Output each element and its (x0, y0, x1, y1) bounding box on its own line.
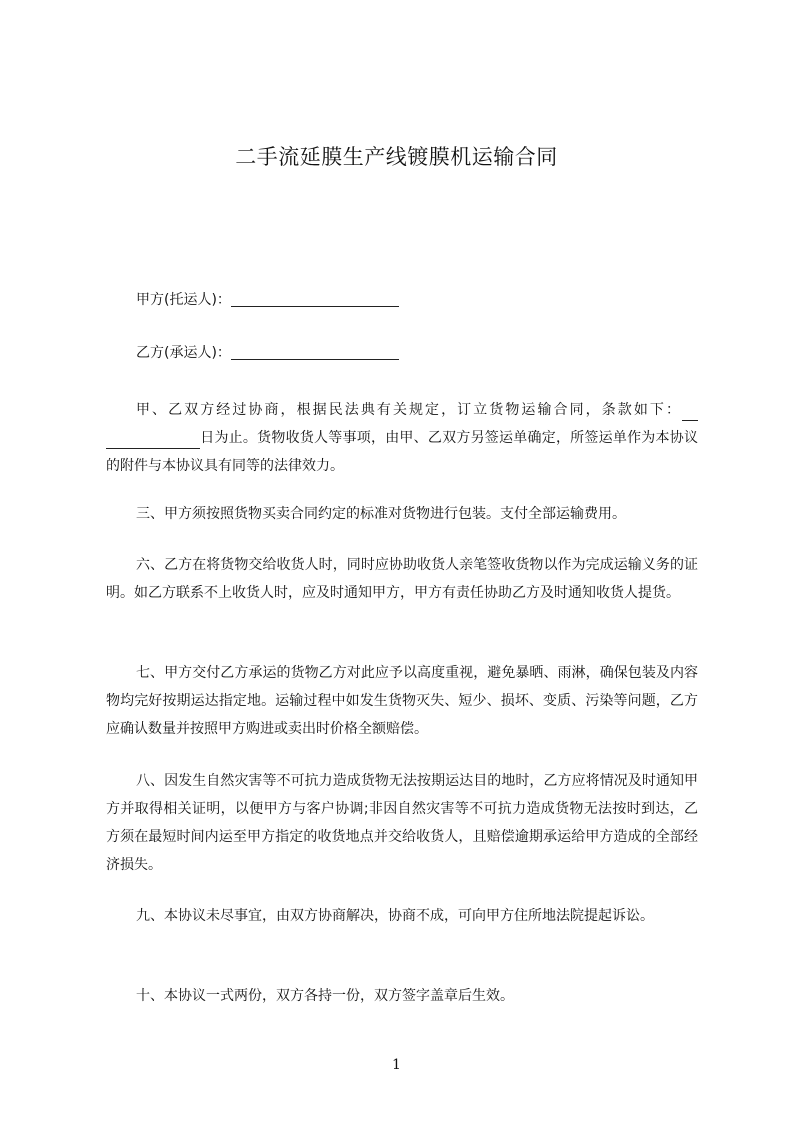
clause-8: 八、因发生自然灾害等不可抗力造成货物无法按期运达目的地时，乙方应将情况及时通知甲方并取得相关证明，以便甲方与客户协调;非因自然灾害等不可抗力造成货物无法按时到达，乙方须在最短时间内运至甲方指定的收货地点并交给收货人，且赔偿逾期承运给甲方造成的全部经济损失。 (106, 773, 698, 873)
clause-intro-text-b: 日为止。货物收货人等事项，由甲、乙双方另签运单确定，所签运单作为本协议的附件与本协议具有同等的法律效力。 (106, 430, 698, 474)
date-blank-start (106, 434, 200, 449)
party-b-line (136, 343, 399, 363)
party-b-blank (231, 345, 399, 360)
party-b-label: 乙方(承运人)： (136, 345, 231, 361)
clause-10: 十、本协议一式两份，双方各持一份，双方签字盖章后生效。 (136, 988, 514, 1004)
party-a-line (136, 290, 399, 310)
document-title: 二手流延膜生产线镀膜机运输合同 (235, 145, 558, 169)
page-number: 1 (392, 1057, 401, 1073)
clause-6: 六、乙方在将货物交给收货人时，同时应协助收货人亲笔签收货物以作为完成运输义务的证明。如乙方联系不上收货人时，应及时通知甲方，甲方有责任协助乙方及时通知收货人提货。 (106, 557, 698, 601)
date-blank-end (682, 406, 698, 421)
clause-3: 三、甲方须按照货物买卖合同约定的标准对货物进行包装。支付全部运输费用。 (136, 506, 626, 522)
party-a-label: 甲方(托运人)： (136, 292, 231, 308)
party-a-blank (231, 292, 399, 307)
clause-intro-text-a: 甲、乙双方经过协商，根据民法典有关规定，订立货物运输合同，条款如下： (136, 402, 682, 418)
clause-9: 九、本协议未尽事宜，由双方协商解决，协商不成，可向甲方住所地法院提起诉讼。 (136, 908, 654, 924)
clause-intro (106, 396, 698, 480)
clause-7: 七、甲方交付乙方承运的货物乙方对此应予以高度重视，避免暴晒、雨淋，确保包装及内容物均完好按期运达指定地。运输过程中如发生货物灭失、短少、损坏、变质、污染等问题，乙方应确认数量并按照甲方购进或卖出时价格全额赔偿。 (106, 665, 698, 737)
